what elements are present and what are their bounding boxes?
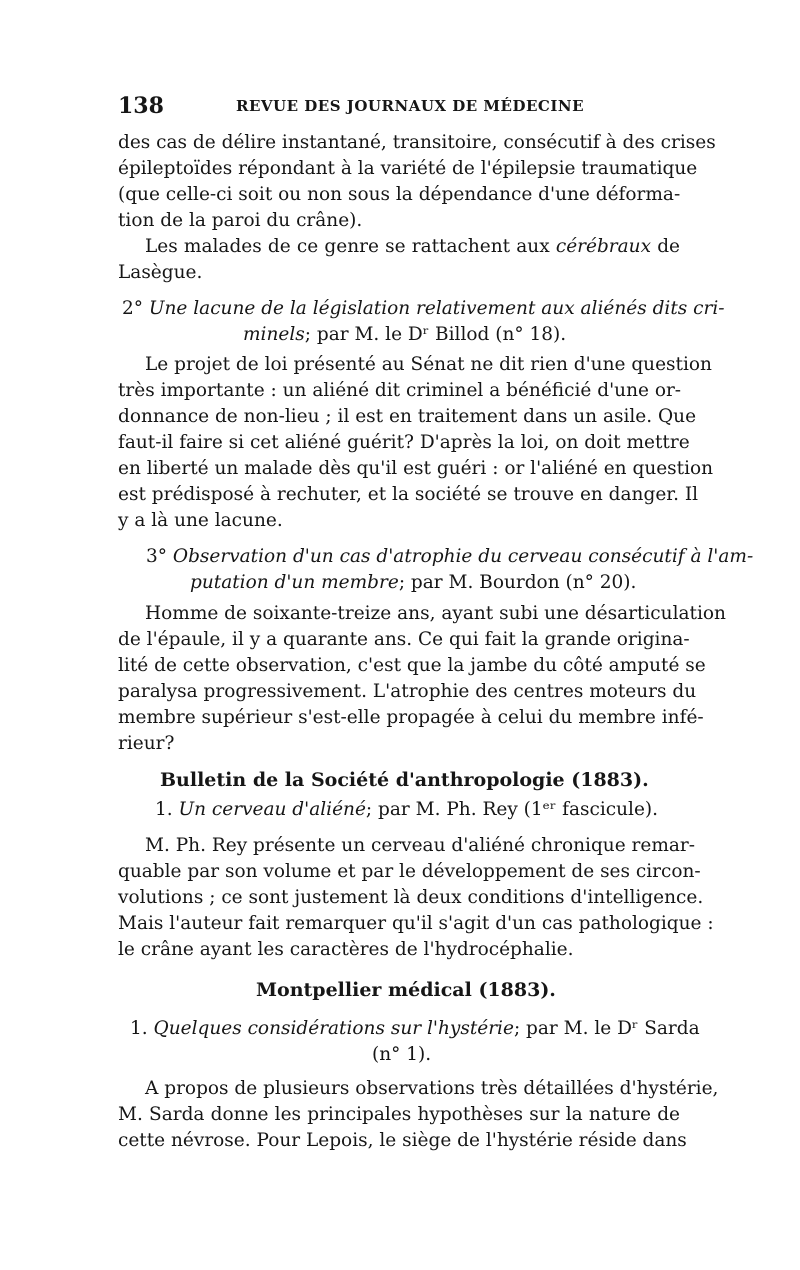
item-number: 3° bbox=[146, 546, 173, 567]
item-number: 1. bbox=[130, 1018, 154, 1039]
article-title: Une lacune de la législation relativement aux aliénés dits cri- bbox=[148, 298, 725, 319]
article-author: ; par M. le Dʳ Billod (n° 18). bbox=[304, 324, 567, 345]
text-line: Lasègue. bbox=[118, 262, 203, 283]
text-line: est prédisposé à rechuter, et la société se trouve en danger. Il bbox=[118, 484, 699, 505]
text-line: (que celle-ci soit ou non sous la dépendance d'une déforma- bbox=[118, 184, 681, 205]
article-reference bbox=[122, 297, 725, 321]
article-title: Un cerveau d'aliéné bbox=[178, 799, 366, 820]
page-header bbox=[118, 93, 680, 121]
section-heading: Bulletin de la Société d'anthropologie (1883). bbox=[160, 769, 649, 791]
text-span: de bbox=[651, 236, 680, 257]
text-line: rieur? bbox=[118, 733, 175, 754]
text-line: paralysa progressivement. L'atrophie des centres moteurs du bbox=[118, 681, 697, 702]
article-reference bbox=[243, 323, 680, 347]
text-line: lité de cette observation, c'est que la jambe du côté amputé se bbox=[118, 655, 706, 676]
text-line: épileptoïdes répondant à la variété de l'épilepsie traumatique bbox=[118, 158, 698, 179]
text-line: M. Sarda donne les principales hypothèses sur la nature de bbox=[118, 1104, 680, 1125]
text-line: faut-il faire si cet aliéné guérit? D'après la loi, on doit mettre bbox=[118, 432, 690, 453]
text-line: cette névrose. Pour Lepois, le siège de l'hystérie réside dans bbox=[118, 1130, 687, 1151]
text-line: Le projet de loi présenté au Sénat ne dit rien d'une question bbox=[145, 354, 712, 375]
article-reference bbox=[146, 545, 754, 569]
item-number: 1. bbox=[155, 799, 179, 820]
text-line: quable par son volume et par le développement de ses circon- bbox=[118, 861, 701, 882]
text-line: membre supérieur s'est-elle propagée à celui du membre infé- bbox=[118, 707, 704, 728]
article-reference bbox=[190, 571, 636, 595]
text-span: Les malades de ce genre se rattachent aux bbox=[145, 236, 556, 257]
text-line: volutions ; ce sont justement là deux conditions d'intelligence. bbox=[118, 887, 704, 908]
article-title: Observation d'un cas d'atrophie du cerveau consécutif à l'am- bbox=[172, 546, 754, 567]
article-reference bbox=[130, 1017, 700, 1041]
article-author: ; par M. Bourdon (n° 20). bbox=[398, 572, 637, 593]
running-head: REVUE DES JOURNAUX DE MÉDECINE bbox=[236, 97, 585, 115]
article-reference: (n° 1). bbox=[372, 1044, 432, 1065]
text-line: y a là une lacune. bbox=[118, 510, 283, 531]
page-number: 138 bbox=[118, 93, 164, 119]
text-line: Mais l'auteur fait remarquer qu'il s'agit d'un cas pathologique : bbox=[118, 913, 714, 934]
text-line: des cas de délire instantané, transitoire, consécutif à des crises bbox=[118, 132, 716, 153]
item-number: 2° bbox=[122, 298, 149, 319]
text-line: M. Ph. Rey présente un cerveau d'aliéné chronique remar- bbox=[145, 835, 695, 856]
text-line: en liberté un malade dès qu'il est guéri : or l'aliéné en question bbox=[118, 458, 714, 479]
section-heading: Montpellier médical (1883). bbox=[256, 979, 556, 1001]
text-line: de l'épaule, il y a quarante ans. Ce qui fait la grande origina- bbox=[118, 629, 690, 650]
text-line: très importante : un aliéné dit criminel a bénéficié d'une or- bbox=[118, 380, 682, 401]
article-author: ; par M. le Dʳ Sarda bbox=[513, 1018, 700, 1039]
text-line: tion de la paroi du crâne). bbox=[118, 210, 363, 231]
article-title: minels bbox=[243, 324, 305, 345]
text-line: Homme de soixante-treize ans, ayant subi une désarticulation bbox=[145, 603, 726, 624]
article-title: Quelques considérations sur l'hystérie bbox=[153, 1018, 514, 1039]
text-line bbox=[145, 235, 680, 259]
text-line: donnance de non-lieu ; il est en traitement dans un asile. Que bbox=[118, 406, 697, 427]
article-author: ; par M. Ph. Rey (1ᵉʳ fascicule). bbox=[365, 799, 659, 820]
text-line: A propos de plusieurs observations très détaillées d'hystérie, bbox=[145, 1078, 719, 1099]
italic-term: cérébraux bbox=[555, 236, 652, 257]
article-reference bbox=[155, 798, 658, 822]
article-title: putation d'un membre bbox=[190, 572, 399, 593]
text-line: le crâne ayant les caractères de l'hydrocéphalie. bbox=[118, 939, 574, 960]
